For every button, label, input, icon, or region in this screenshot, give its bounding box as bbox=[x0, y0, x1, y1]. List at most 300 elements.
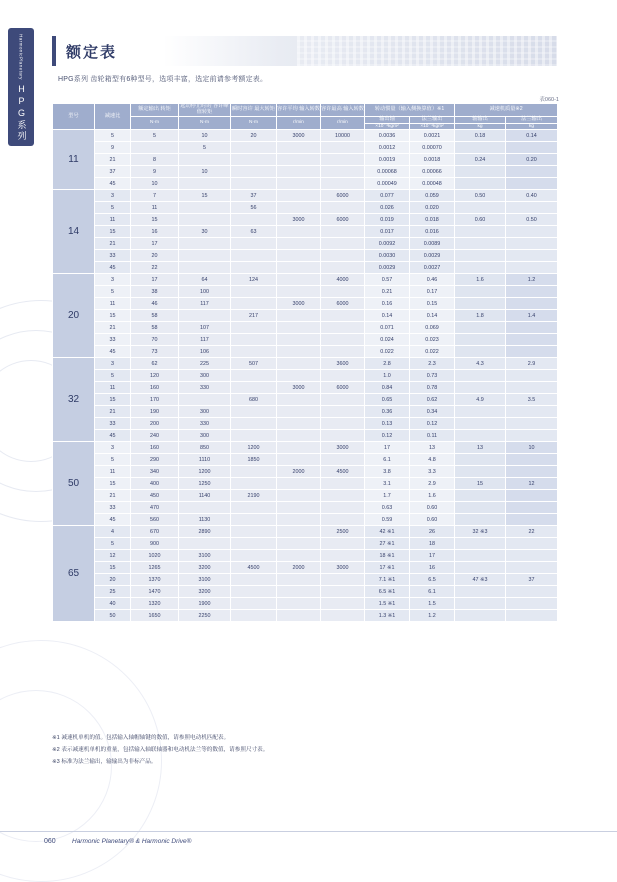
cell-avg-input-speed bbox=[277, 190, 321, 202]
cell-momentary-torque bbox=[231, 406, 277, 418]
cell-ratio: 33 bbox=[95, 250, 131, 262]
cell-inertia-flange: 0.0029 bbox=[410, 250, 455, 262]
cell-peak-torque: 2250 bbox=[179, 610, 231, 622]
cell-mass-flange: 0.40 bbox=[506, 190, 558, 202]
cell-rated-torque: 17 bbox=[131, 274, 179, 286]
table-row bbox=[53, 202, 558, 214]
cell-ratio: 45 bbox=[95, 514, 131, 526]
cell-peak-torque: 3200 bbox=[179, 586, 231, 598]
cell-max-input-speed bbox=[321, 262, 365, 274]
cell-mass-out: 0.18 bbox=[455, 130, 506, 142]
cell-mass-flange bbox=[506, 562, 558, 574]
cell-ratio: 21 bbox=[95, 238, 131, 250]
cell-mass-flange bbox=[506, 286, 558, 298]
cell-inertia-flange: 0.069 bbox=[410, 322, 455, 334]
cell-inertia-flange: 0.60 bbox=[410, 502, 455, 514]
cell-momentary-torque: 680 bbox=[231, 394, 277, 406]
table-row bbox=[53, 322, 558, 334]
cell-rated-torque: 9 bbox=[131, 166, 179, 178]
cell-momentary-torque bbox=[231, 262, 277, 274]
table-row bbox=[53, 550, 558, 562]
cell-mass-out bbox=[455, 586, 506, 598]
cell-mass-flange bbox=[506, 418, 558, 430]
cell-max-input-speed bbox=[321, 550, 365, 562]
cell-inertia-flange: 0.62 bbox=[410, 394, 455, 406]
cell-max-input-speed: 10000 bbox=[321, 130, 365, 142]
table-row bbox=[53, 262, 558, 274]
page-subtitle: HPG系列 齿轮箱型有6种型号，选项丰富，选定前请参考额定表。 bbox=[58, 76, 268, 83]
cell-inertia-flange: 0.17 bbox=[410, 286, 455, 298]
cell-momentary-torque bbox=[231, 514, 277, 526]
cell-mass-out: 4.9 bbox=[455, 394, 506, 406]
cell-peak-torque: 850 bbox=[179, 442, 231, 454]
cell-momentary-torque bbox=[231, 322, 277, 334]
cell-peak-torque: 1900 bbox=[179, 598, 231, 610]
cell-mass-out bbox=[455, 346, 506, 358]
cell-ratio: 37 bbox=[95, 166, 131, 178]
cell-mass-out bbox=[455, 382, 506, 394]
cell-inertia-flange: 0.023 bbox=[410, 334, 455, 346]
cell-momentary-torque: 2190 bbox=[231, 490, 277, 502]
cell-peak-torque: 10 bbox=[179, 130, 231, 142]
cell-mass-out bbox=[455, 598, 506, 610]
table-row bbox=[53, 490, 558, 502]
cell-max-input-speed bbox=[321, 346, 365, 358]
cell-momentary-torque bbox=[231, 430, 277, 442]
cell-max-input-speed bbox=[321, 490, 365, 502]
cell-inertia-out: 0.16 bbox=[365, 298, 410, 310]
cell-mass-flange bbox=[506, 514, 558, 526]
cell-mass-flange: 37 bbox=[506, 574, 558, 586]
cell-inertia-out: 0.022 bbox=[365, 346, 410, 358]
cell-mass-out bbox=[455, 286, 506, 298]
cell-inertia-flange: 6.1 bbox=[410, 586, 455, 598]
cell-ratio: 21 bbox=[95, 406, 131, 418]
cell-inertia-flange: 0.0021 bbox=[410, 130, 455, 142]
cell-avg-input-speed bbox=[277, 598, 321, 610]
cell-inertia-out: 0.026 bbox=[365, 202, 410, 214]
cell-momentary-torque bbox=[231, 478, 277, 490]
cell-inertia-flange: 0.059 bbox=[410, 190, 455, 202]
cell-rated-torque: 200 bbox=[131, 418, 179, 430]
cell-momentary-torque bbox=[231, 250, 277, 262]
cell-mass-out: 32 ※3 bbox=[455, 526, 506, 538]
table-row bbox=[53, 166, 558, 178]
th-inertia-flange: 法兰输出 bbox=[410, 116, 455, 123]
cell-momentary-torque: 507 bbox=[231, 358, 277, 370]
cell-rated-torque: 20 bbox=[131, 250, 179, 262]
cell-avg-input-speed bbox=[277, 454, 321, 466]
cell-momentary-torque: 1850 bbox=[231, 454, 277, 466]
cell-avg-input-speed bbox=[277, 274, 321, 286]
cell-mass-flange: 0.20 bbox=[506, 154, 558, 166]
table-row bbox=[53, 526, 558, 538]
cell-rated-torque: 1370 bbox=[131, 574, 179, 586]
cell-momentary-torque bbox=[231, 214, 277, 226]
cell-mass-out bbox=[455, 502, 506, 514]
cell-max-input-speed bbox=[321, 166, 365, 178]
cell-inertia-flange: 0.11 bbox=[410, 430, 455, 442]
th-mass-flange: 法兰输出 bbox=[506, 116, 558, 123]
cell-mass-out bbox=[455, 262, 506, 274]
cell-ratio: 33 bbox=[95, 418, 131, 430]
cell-inertia-flange: 0.020 bbox=[410, 202, 455, 214]
table-head bbox=[53, 104, 558, 130]
cell-avg-input-speed bbox=[277, 586, 321, 598]
cell-inertia-flange: 1.5 bbox=[410, 598, 455, 610]
cell-max-input-speed: 3000 bbox=[321, 442, 365, 454]
cell-rated-torque: 58 bbox=[131, 322, 179, 334]
cell-ratio: 5 bbox=[95, 370, 131, 382]
cell-mass-out bbox=[455, 370, 506, 382]
cell-inertia-out: 17 ※1 bbox=[365, 562, 410, 574]
cell-ratio: 12 bbox=[95, 550, 131, 562]
cell-mass-out bbox=[455, 514, 506, 526]
cell-inertia-flange: 26 bbox=[410, 526, 455, 538]
cell-peak-torque: 300 bbox=[179, 370, 231, 382]
cell-momentary-torque bbox=[231, 178, 277, 190]
cell-mass-out bbox=[455, 454, 506, 466]
cell-rated-torque: 160 bbox=[131, 442, 179, 454]
cell-mass-flange bbox=[506, 586, 558, 598]
cell-avg-input-speed bbox=[277, 442, 321, 454]
cell-momentary-torque bbox=[231, 598, 277, 610]
cell-peak-torque: 1200 bbox=[179, 466, 231, 478]
table-row bbox=[53, 370, 558, 382]
cell-mass-out bbox=[455, 166, 506, 178]
cell-max-input-speed bbox=[321, 286, 365, 298]
cell-momentary-torque bbox=[231, 370, 277, 382]
cell-max-input-speed bbox=[321, 394, 365, 406]
cell-momentary-torque bbox=[231, 142, 277, 154]
cell-mass-out bbox=[455, 202, 506, 214]
cell-rated-torque: 1265 bbox=[131, 562, 179, 574]
cell-avg-input-speed bbox=[277, 250, 321, 262]
cell-mass-flange bbox=[506, 238, 558, 250]
cell-max-input-speed bbox=[321, 226, 365, 238]
cell-ratio: 5 bbox=[95, 286, 131, 298]
th-inertia-group: 转动惯量（输入侧换算值）※1 bbox=[365, 104, 455, 117]
th-ratio: 减速比 bbox=[95, 104, 131, 130]
cell-mass-out bbox=[455, 250, 506, 262]
cell-inertia-out: 0.0019 bbox=[365, 154, 410, 166]
cell-peak-torque: 2890 bbox=[179, 526, 231, 538]
cell-mass-out bbox=[455, 418, 506, 430]
cell-mass-flange bbox=[506, 262, 558, 274]
cell-peak-torque: 3100 bbox=[179, 550, 231, 562]
cell-rated-torque: 5 bbox=[131, 130, 179, 142]
cell-inertia-out: 0.84 bbox=[365, 382, 410, 394]
cell-inertia-out: 6.1 bbox=[365, 454, 410, 466]
cell-max-input-speed bbox=[321, 502, 365, 514]
cell-mass-out: 13 bbox=[455, 442, 506, 454]
cell-mass-out bbox=[455, 226, 506, 238]
cell-momentary-torque bbox=[231, 154, 277, 166]
cell-max-input-speed bbox=[321, 406, 365, 418]
cell-avg-input-speed bbox=[277, 370, 321, 382]
cell-peak-torque bbox=[179, 310, 231, 322]
table-row bbox=[53, 358, 558, 370]
cell-inertia-out: 17 bbox=[365, 442, 410, 454]
cell-peak-torque: 117 bbox=[179, 334, 231, 346]
cell-momentary-torque: 37 bbox=[231, 190, 277, 202]
cell-max-input-speed bbox=[321, 598, 365, 610]
cell-rated-torque: 560 bbox=[131, 514, 179, 526]
cell-inertia-out: 6.5 ※1 bbox=[365, 586, 410, 598]
cell-rated-torque: 15 bbox=[131, 214, 179, 226]
cell-inertia-out: 0.019 bbox=[365, 214, 410, 226]
cell-peak-torque: 107 bbox=[179, 322, 231, 334]
cell-inertia-flange: 0.0089 bbox=[410, 238, 455, 250]
cell-ratio: 11 bbox=[95, 382, 131, 394]
cell-inertia-flange: 0.016 bbox=[410, 226, 455, 238]
cell-peak-torque bbox=[179, 178, 231, 190]
table-row bbox=[53, 238, 558, 250]
cell-momentary-torque bbox=[231, 466, 277, 478]
cell-rated-torque: 11 bbox=[131, 202, 179, 214]
cell-inertia-out: 0.36 bbox=[365, 406, 410, 418]
cell-peak-torque bbox=[179, 250, 231, 262]
cell-mass-flange bbox=[506, 538, 558, 550]
cell-inertia-flange: 1.6 bbox=[410, 490, 455, 502]
cell-inertia-flange: 0.15 bbox=[410, 298, 455, 310]
cell-rated-torque: 70 bbox=[131, 334, 179, 346]
cell-inertia-out: 0.077 bbox=[365, 190, 410, 202]
cell-mass-flange: 0.50 bbox=[506, 214, 558, 226]
cell-peak-torque bbox=[179, 262, 231, 274]
cell-ratio: 3 bbox=[95, 442, 131, 454]
cell-inertia-flange: 0.12 bbox=[410, 418, 455, 430]
cell-avg-input-speed bbox=[277, 574, 321, 586]
cell-avg-input-speed bbox=[277, 310, 321, 322]
cell-inertia-flange: 1.2 bbox=[410, 610, 455, 622]
cell-rated-torque: 190 bbox=[131, 406, 179, 418]
table-row bbox=[53, 334, 558, 346]
table-row bbox=[53, 346, 558, 358]
cell-ratio: 11 bbox=[95, 466, 131, 478]
cell-model: 50 bbox=[53, 442, 95, 526]
cell-momentary-torque bbox=[231, 526, 277, 538]
cell-inertia-out: 0.0092 bbox=[365, 238, 410, 250]
cell-rated-torque: 1470 bbox=[131, 586, 179, 598]
cell-avg-input-speed bbox=[277, 322, 321, 334]
cell-ratio: 15 bbox=[95, 310, 131, 322]
table-row bbox=[53, 274, 558, 286]
cell-rated-torque: 900 bbox=[131, 538, 179, 550]
cell-inertia-flange: 0.34 bbox=[410, 406, 455, 418]
cell-inertia-out: 0.00068 bbox=[365, 166, 410, 178]
th-avg-unit: r/min bbox=[277, 116, 321, 129]
cell-mass-flange bbox=[506, 598, 558, 610]
cell-mass-out bbox=[455, 334, 506, 346]
cell-ratio: 20 bbox=[95, 574, 131, 586]
cell-inertia-out: 1.7 bbox=[365, 490, 410, 502]
cell-max-input-speed: 2500 bbox=[321, 526, 365, 538]
cell-mass-out bbox=[455, 538, 506, 550]
cell-mass-flange bbox=[506, 550, 558, 562]
cell-ratio: 5 bbox=[95, 202, 131, 214]
cell-avg-input-speed bbox=[277, 202, 321, 214]
cell-peak-torque: 1140 bbox=[179, 490, 231, 502]
cell-ratio: 4 bbox=[95, 526, 131, 538]
table-row bbox=[53, 478, 558, 490]
cell-mass-flange bbox=[506, 322, 558, 334]
cell-ratio: 45 bbox=[95, 178, 131, 190]
cell-mass-out bbox=[455, 178, 506, 190]
cell-avg-input-speed: 3000 bbox=[277, 382, 321, 394]
cell-inertia-flange: 0.14 bbox=[410, 310, 455, 322]
page-title-bar bbox=[52, 36, 557, 66]
table-row bbox=[53, 154, 558, 166]
cell-ratio: 21 bbox=[95, 154, 131, 166]
cell-max-input-speed bbox=[321, 202, 365, 214]
cell-peak-torque bbox=[179, 394, 231, 406]
cell-rated-torque: 17 bbox=[131, 238, 179, 250]
cell-momentary-torque: 63 bbox=[231, 226, 277, 238]
cell-ratio: 9 bbox=[95, 142, 131, 154]
table-row bbox=[53, 430, 558, 442]
cell-inertia-flange: 0.00066 bbox=[410, 166, 455, 178]
table-row bbox=[53, 250, 558, 262]
cell-mass-flange: 1.2 bbox=[506, 274, 558, 286]
cell-peak-torque: 5 bbox=[179, 142, 231, 154]
cell-momentary-torque bbox=[231, 382, 277, 394]
cell-mass-out bbox=[455, 406, 506, 418]
cell-inertia-out: 0.14 bbox=[365, 310, 410, 322]
cell-ratio: 3 bbox=[95, 358, 131, 370]
cell-mass-flange bbox=[506, 250, 558, 262]
cell-inertia-out: 0.0036 bbox=[365, 130, 410, 142]
cell-peak-torque bbox=[179, 214, 231, 226]
cell-inertia-flange: 0.018 bbox=[410, 214, 455, 226]
table-row bbox=[53, 406, 558, 418]
th-peak-unit: N·m bbox=[179, 116, 231, 129]
cell-peak-torque: 300 bbox=[179, 430, 231, 442]
page-title: 额定表 bbox=[66, 44, 118, 61]
footnote-line: ※1 减速机单机的值。包括输入轴帽轴键的数值，请参照电动机匹配表。 bbox=[52, 735, 230, 741]
cell-mass-out bbox=[455, 298, 506, 310]
cell-inertia-out: 0.13 bbox=[365, 418, 410, 430]
cell-mass-flange bbox=[506, 178, 558, 190]
cell-rated-torque: 240 bbox=[131, 430, 179, 442]
cell-inertia-flange: 0.46 bbox=[410, 274, 455, 286]
cell-inertia-out: 7.1 ※1 bbox=[365, 574, 410, 586]
cell-mass-out bbox=[455, 490, 506, 502]
cell-inertia-flange: 0.022 bbox=[410, 346, 455, 358]
cell-mass-flange bbox=[506, 226, 558, 238]
cell-peak-torque bbox=[179, 202, 231, 214]
th-max-input-speed: 容许最高 输入转数 bbox=[321, 104, 365, 117]
cell-ratio: 15 bbox=[95, 394, 131, 406]
cell-peak-torque: 3100 bbox=[179, 574, 231, 586]
table-row bbox=[53, 514, 558, 526]
cell-rated-torque: 670 bbox=[131, 526, 179, 538]
cell-mass-flange bbox=[506, 142, 558, 154]
cell-ratio: 15 bbox=[95, 226, 131, 238]
cell-rated-torque: 10 bbox=[131, 178, 179, 190]
cell-peak-torque: 30 bbox=[179, 226, 231, 238]
cell-ratio: 5 bbox=[95, 538, 131, 550]
cell-model: 11 bbox=[53, 130, 95, 190]
cell-avg-input-speed bbox=[277, 526, 321, 538]
cell-inertia-out: 0.0030 bbox=[365, 250, 410, 262]
cell-peak-torque: 300 bbox=[179, 406, 231, 418]
cell-inertia-out: 3.1 bbox=[365, 478, 410, 490]
cell-mass-flange bbox=[506, 454, 558, 466]
cell-rated-torque: 46 bbox=[131, 298, 179, 310]
cell-max-input-speed: 6000 bbox=[321, 190, 365, 202]
cell-avg-input-speed bbox=[277, 538, 321, 550]
cell-mass-out bbox=[455, 322, 506, 334]
cell-ratio: 11 bbox=[95, 214, 131, 226]
cell-mass-flange: 2.9 bbox=[506, 358, 558, 370]
cell-avg-input-speed: 3000 bbox=[277, 298, 321, 310]
cell-inertia-flange: 2.9 bbox=[410, 478, 455, 490]
table-row bbox=[53, 382, 558, 394]
cell-mass-flange bbox=[506, 346, 558, 358]
cell-mass-flange: 0.14 bbox=[506, 130, 558, 142]
table-row bbox=[53, 466, 558, 478]
cell-inertia-flange: 3.3 bbox=[410, 466, 455, 478]
cell-mass-flange: 12 bbox=[506, 478, 558, 490]
cell-momentary-torque: 124 bbox=[231, 274, 277, 286]
cell-mass-flange: 10 bbox=[506, 442, 558, 454]
cell-rated-torque: 73 bbox=[131, 346, 179, 358]
page-number: 060 bbox=[44, 838, 56, 845]
cell-mass-out bbox=[455, 550, 506, 562]
cell-max-input-speed bbox=[321, 478, 365, 490]
table-row bbox=[53, 598, 558, 610]
cell-avg-input-speed bbox=[277, 478, 321, 490]
cell-avg-input-speed: 2000 bbox=[277, 466, 321, 478]
cell-mass-out: 0.24 bbox=[455, 154, 506, 166]
cell-ratio: 15 bbox=[95, 478, 131, 490]
cell-avg-input-speed bbox=[277, 154, 321, 166]
cell-mass-out bbox=[455, 562, 506, 574]
title-pattern bbox=[297, 36, 557, 66]
cell-mass-out: 15 bbox=[455, 478, 506, 490]
table-number: 表060-1 bbox=[539, 97, 559, 103]
cell-mass-out bbox=[455, 610, 506, 622]
table-row bbox=[53, 586, 558, 598]
cell-ratio: 50 bbox=[95, 610, 131, 622]
cell-inertia-out: 2.8 bbox=[365, 358, 410, 370]
cell-max-input-speed bbox=[321, 310, 365, 322]
th-momentary-torque: 瞬时容许 最大转矩 bbox=[231, 104, 277, 117]
table-row bbox=[53, 214, 558, 226]
cell-momentary-torque bbox=[231, 550, 277, 562]
side-tab-cn-label: HPG系列 bbox=[16, 83, 27, 142]
cell-model: 65 bbox=[53, 526, 95, 622]
cell-max-input-speed: 3000 bbox=[321, 562, 365, 574]
cell-inertia-out: 1.0 bbox=[365, 370, 410, 382]
cell-avg-input-speed bbox=[277, 178, 321, 190]
th-rated-unit: N·m bbox=[131, 116, 179, 129]
th-mass-group: 减速机质量※2 bbox=[455, 104, 558, 117]
table-row bbox=[53, 538, 558, 550]
cell-model: 20 bbox=[53, 274, 95, 358]
cell-inertia-flange: 16 bbox=[410, 562, 455, 574]
cell-mass-out: 1.6 bbox=[455, 274, 506, 286]
cell-mass-flange bbox=[506, 610, 558, 622]
cell-ratio: 5 bbox=[95, 130, 131, 142]
cell-ratio: 21 bbox=[95, 490, 131, 502]
cell-inertia-flange: 0.00070 bbox=[410, 142, 455, 154]
cell-ratio: 40 bbox=[95, 598, 131, 610]
cell-ratio: 5 bbox=[95, 454, 131, 466]
cell-rated-torque: 8 bbox=[131, 154, 179, 166]
cell-avg-input-speed: 3000 bbox=[277, 214, 321, 226]
